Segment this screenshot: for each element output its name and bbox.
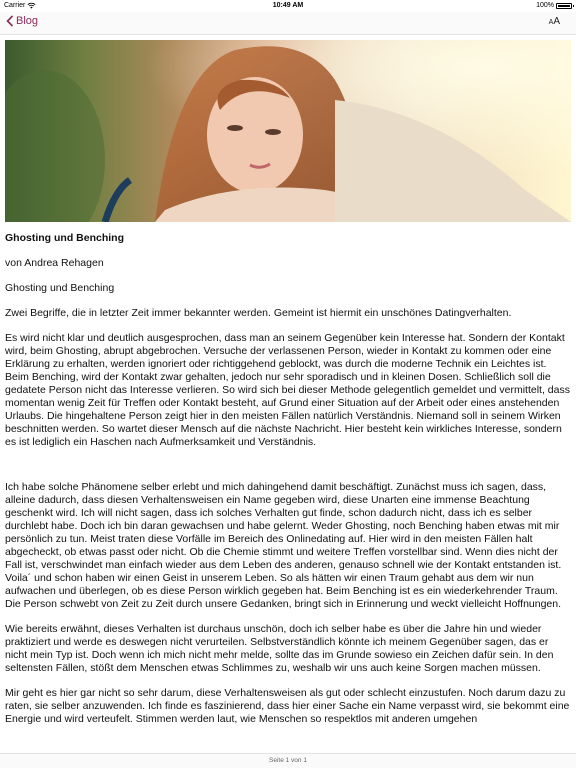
paragraph-spacer: [5, 461, 571, 481]
back-button-label: Blog: [16, 15, 39, 27]
clock: 10:49 AM: [272, 2, 304, 9]
status-bar: [0, 0, 576, 12]
paragraph-opinion: Wie bereits erwähnt, dieses Verhalten ist durchaus unschön, doch ich selber habe es über die Jahre hin und wieder praktiziert und werde es deswegen nicht verurteilen. Selbstverständlich könnte ich meinem Gegenüber sagen, das er nicht mein Typ ist. Doch wenn ich mich nicht mehr melde, sollte das im Grunde sowieso ein Zeichen dafür sein. In den seltensten Fällen, stößt dem Menschen etwas Schlimmes zu, weshalb wir uns auch keine Sorgen machen müssen.: [5, 623, 554, 674]
paragraph-definition: Es wird nicht klar und deutlich ausgesprochen, dass man an seinem Gegenüber kein Interesse hat. Sondern der Kontakt wird, beim Ghosting, abrupt abgebrochen. Versuche der verlassenen Person, wieder in Kontakt zu kommen oder eine Erklärung zu erhalten, werden ignoriert oder richtiggehend geblockt, was durch die moderne Technik ein Leichtes ist. Beim Benching, wird der Kontakt zwar gehalten, jedoch nur sehr sporadisch und in kleinen Dosen. Schließlich soll die gedatete Person nicht das Interesse verlieren. So wird sich bei dieser Methode gelegentlich gemeldet und vermittelt, dass momentan wenig Zeit für Treffen oder Kontakt besteht, auf Grund einer Situation auf der Arbeit oder eines anstehenden Urlaubs. Die hingehaltene Person zeigt hier in den meisten Fällen natürlich Verständnis. Niemand soll in seinem Wirken beschnitten werden. So wartet dieser Mensch auf die nächste Nachricht. Hier besteht kein wirkliches Interesse, sondern es ist lediglich ein Haschen nach Aufmerksamkeit und Verständnis.: [5, 332, 570, 448]
battery-icon: [556, 3, 572, 9]
battery-level-fill: [558, 5, 570, 7]
font-size-button[interactable]: [549, 16, 560, 27]
article-title: Ghosting und Benching: [5, 232, 124, 244]
article-content: [5, 232, 571, 738]
paragraph-experience: Ich habe solche Phänomene selber erlebt und mich dahingehend damit beschäftigt. Zunächst muss ich sagen, dass, alleine dadurch, dass diesen Verhaltensweisen ein Name gegeben wird, diese Unarten eine immense Beachtung geschenkt wird. Ich will nicht sagen, dass ich solches Verhalten gut finde, schon dadurch nicht, dass ich es selber durchlebt habe. Doch ich bin daran gewachsen und habe gelernt. Weder Ghosting, noch Benching haben etwas mit mir persönlich zu tun. Meist traten diese Vorfälle im Bereich des Onlinedating auf. Hier wird in den meisten Fällen halt abgecheckt, ob etwas passt oder nicht. Ob die Chemie stimmt und weitere Treffen vorstellbar sind. Wenn dies nicht der Fall ist, verschwindet man einfach wieder aus dem Leben des anderen, genauso schnell wie der Kontakt entstanden ist. Voila´ und schon haben wir einen Geist in unserem Leben. So als hätten wir einen Traum gehabt aus dem wir nun aufwachen und überlegen, ob es diese Person wirklich gegeben hat. Beim Benching ist es ein wiederkehrender Traum. Die Person schwebt von Zeit zu Zeit durch unsere Gedanken, bringt sich in Erinnerung und weckt vielleicht Hoffnungen.: [5, 481, 562, 610]
navigation-bar: [0, 12, 576, 35]
article-hero-image: [5, 40, 571, 222]
paragraph-intro: Zwei Begriffe, die in letzter Zeit immer bekannter werden. Gemeint ist hiermit ein unschönes Datingverhalten.: [5, 307, 512, 319]
chevron-left-icon: [6, 15, 14, 27]
back-button[interactable]: [6, 15, 38, 27]
article-subtitle: Ghosting und Benching: [5, 282, 115, 294]
paragraph-reflection: Mir geht es hier gar nicht so sehr darum, diese Verhaltensweisen als gut oder schlecht einzustufen. Noch darum dazu zu raten, sie selber anzuwenden. Ich finde es faszinierend, dass hier einer Sache ein Name verpasst wird, sie bekommt eine Energie und wird verteufelt. Stimmen werden laut, wie Menschen so respektlos mit anderen umgehen: [5, 687, 570, 725]
hero-photo: [5, 40, 571, 222]
battery-indicator: [536, 2, 572, 9]
carrier-label: Carrier: [4, 2, 26, 9]
page-indicator: [0, 753, 576, 768]
article-author: von Andrea Rehagen: [5, 257, 104, 269]
page-indicator-label: Seite 1 von 1: [269, 757, 307, 764]
battery-percent: 100%: [536, 2, 554, 9]
font-size-icon: AA: [548, 16, 560, 27]
